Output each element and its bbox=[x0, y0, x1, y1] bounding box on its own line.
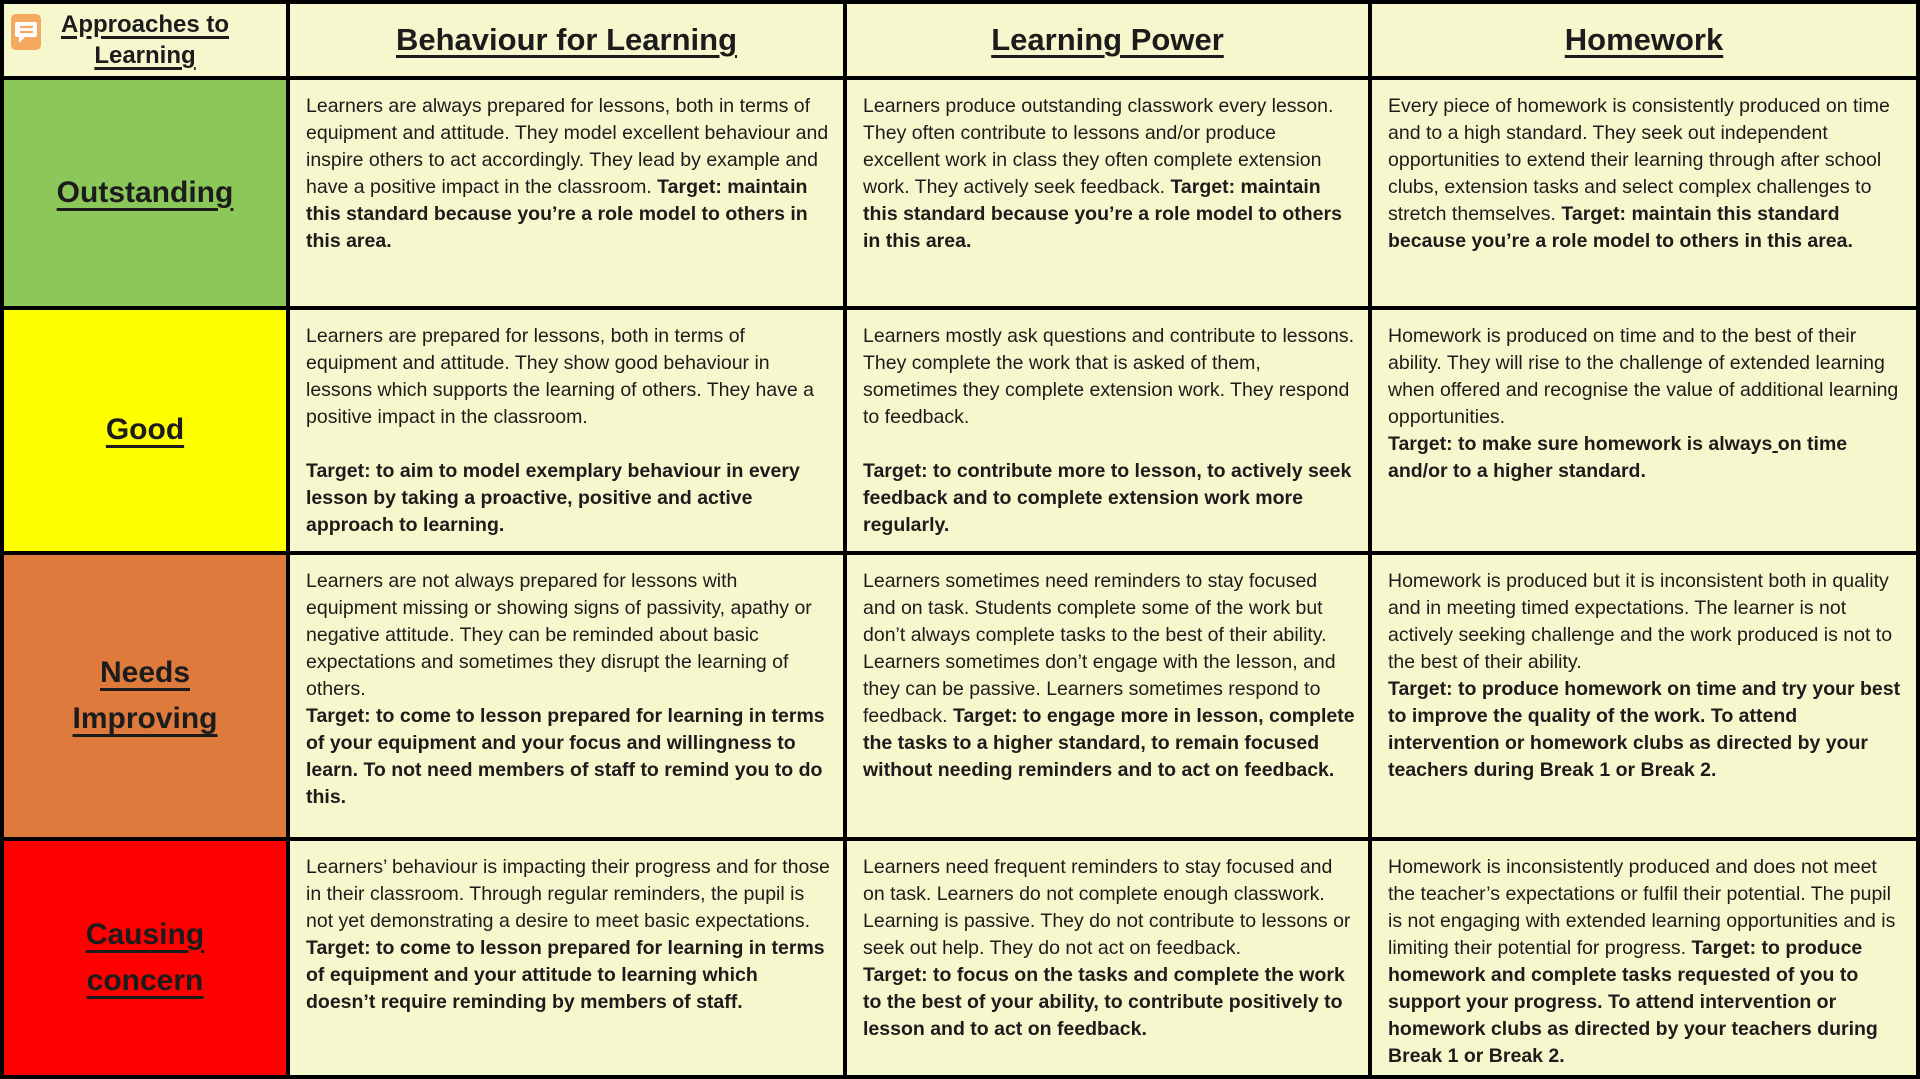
text-segment: Learners are always prepared for lessons, both in terms of equipment and attitude. They model excellent behaviour and inspire others to act accordingly. They lead by example and have a positive impact in the classroom. bbox=[306, 95, 829, 198]
cell-outstanding-learning-power bbox=[847, 80, 1372, 310]
column-header-learning-power bbox=[847, 4, 1372, 80]
paragraph bbox=[863, 458, 1355, 539]
cell-good-learning-power bbox=[847, 310, 1372, 555]
column-header-homework bbox=[1372, 4, 1920, 80]
row-label-cell-causing-concern bbox=[4, 841, 290, 1079]
cell-needs-improving-learning-power bbox=[847, 555, 1372, 841]
cell-causing-concern-homework bbox=[1372, 841, 1920, 1079]
cell-causing-concern-learning-power bbox=[847, 841, 1372, 1079]
paragraph bbox=[306, 93, 830, 255]
target-text-segment: Target: to focus on the tasks and complete the work to the best of your ability, to contribute positively to lesson and to act on feedback. bbox=[863, 964, 1345, 1040]
text-segment: Learners are prepared for lessons, both in terms of equipment and attitude. They show good behaviour in lessons which supports the learning of others. They have a positive impact in the classroom. bbox=[306, 325, 815, 428]
corner-header-cell bbox=[4, 4, 290, 80]
paragraph bbox=[1388, 854, 1903, 1070]
target-text-segment: Target: maintain this standard because you’re a role model to others in this area. bbox=[306, 176, 808, 252]
target-text-segment: Target: to make sure homework is always bbox=[1388, 433, 1773, 455]
paragraph bbox=[306, 703, 830, 811]
paragraph bbox=[863, 568, 1355, 784]
target-text-segment: Target: to come to lesson prepared for learning in terms of your equipment and your focus and willingness to learn. To not need members of staff to remind you to do this. bbox=[306, 705, 825, 808]
paragraph bbox=[863, 962, 1355, 1043]
cell-outstanding-behaviour-for-learning bbox=[290, 80, 847, 310]
text-segment: Learners produce outstanding classwork every lesson. They often contribute to lessons and/or produce excellent work in class they often complete extension work. They actively seek feedback. bbox=[863, 95, 1334, 198]
paragraph bbox=[306, 568, 830, 703]
row-label-cell-good bbox=[4, 310, 290, 555]
text-segment: Learners mostly ask questions and contribute to lessons. They complete the work that is asked of them, sometimes they complete extension work. They respond to feedback. bbox=[863, 325, 1355, 428]
cell-outstanding-homework bbox=[1372, 80, 1920, 310]
paragraph bbox=[1388, 323, 1903, 431]
row-label-causing-concern: Causing concern bbox=[85, 917, 205, 997]
row-label-cell-needs-improving bbox=[4, 555, 290, 841]
cell-causing-concern-behaviour-for-learning bbox=[290, 841, 847, 1079]
target-text-segment: Target: to produce homework on time and try your best to improve the quality of the work. To attend intervention or homework clubs as directed by your teachers during Break 1 or Break 2. bbox=[1388, 678, 1901, 781]
paragraph bbox=[1388, 431, 1903, 485]
target-text-segment: Target: maintain this standard because you’re a role model to others in this area. bbox=[1388, 203, 1853, 252]
paragraph bbox=[1388, 676, 1903, 784]
text-segment: Homework is produced but it is inconsistent both in quality and in meeting timed expectations. The learner is not actively seeking challenge and the work produced is not to the best of their ability. bbox=[1388, 570, 1893, 673]
column-header-behaviour-for-learning bbox=[290, 4, 847, 80]
paragraph bbox=[863, 93, 1355, 255]
cell-needs-improving-homework bbox=[1372, 555, 1920, 841]
text-segment: Learners’ behaviour is impacting their progress and for those in their classroom. Through regular reminders, the pupil is not yet demonstrating a desire to meet basic expectations. bbox=[306, 856, 830, 932]
paragraph bbox=[863, 854, 1355, 962]
corner-header-label: Approaches to Learning bbox=[60, 10, 230, 69]
row-label-cell-outstanding bbox=[4, 80, 290, 310]
row-label-good: Good bbox=[105, 413, 185, 447]
text-segment: Homework is inconsistently produced and does not meet the teacher’s expectations or fulfil their potential. The pupil is not engaging with extended learning opportunities and is limiting their potential for progress. bbox=[1388, 856, 1896, 959]
paragraph bbox=[863, 323, 1355, 431]
column-header-label: Behaviour for Learning bbox=[395, 22, 738, 57]
paragraph-spacer bbox=[306, 431, 830, 458]
paragraph bbox=[306, 458, 830, 539]
target-text-segment: Target: to aim to model exemplary behaviour in every lesson by taking a proactive, positive and active approach to learning. bbox=[306, 460, 800, 536]
text-segment: Learners sometimes need reminders to stay focused and on task. Students complete some of the work but don’t always complete tasks to the best of their ability. Learners sometimes don’t engage with the lesson, and they can be passive. Learners sometimes respond to feedback. bbox=[863, 570, 1336, 727]
cell-good-homework bbox=[1372, 310, 1920, 555]
cell-needs-improving-behaviour-for-learning bbox=[290, 555, 847, 841]
paragraph bbox=[306, 323, 830, 431]
column-header-label: Homework bbox=[1564, 22, 1724, 57]
target-text-segment: Target: to come to lesson prepared for learning in terms of equipment and your attitude to learning which doesn’t require reminding by members of staff. bbox=[306, 937, 825, 1013]
row-label-needs-improving: Needs Improving bbox=[72, 655, 218, 735]
target-text-segment: Target: to contribute more to lesson, to actively seek feedback and to complete extension work more regularly. bbox=[863, 460, 1352, 536]
paragraph bbox=[1388, 568, 1903, 676]
target-text-segment: Target: to engage more in lesson, complete the tasks to a higher standard, to remain focused without needing reminders and to act on feedback. bbox=[863, 705, 1355, 781]
column-header-label: Learning Power bbox=[991, 22, 1224, 57]
row-label-outstanding: Outstanding bbox=[56, 175, 234, 209]
paragraph bbox=[306, 935, 830, 1016]
text-segment: Learners are not always prepared for lessons with equipment missing or showing signs of passivity, apathy or negative attitude. They can be reminded about basic expectations and sometimes they disrupt the learning of others. bbox=[306, 570, 812, 700]
target-text-segment: on time and/or to a higher standard. bbox=[1388, 433, 1848, 482]
text-segment: Every piece of homework is consistently produced on time and to a high standard. They seek out independent opportunities to extend their learning through after school clubs, extension tasks and select complex challenges to stretch themselves. bbox=[1388, 95, 1890, 225]
target-text-segment: Target: maintain this standard because you’re a role model to others in this area. bbox=[863, 176, 1342, 252]
text-segment: Learners need frequent reminders to stay focused and on task. Learners do not complete enough classwork. Learning is passive. They do not contribute to lessons or seek out help. They do not act on feedback. bbox=[863, 856, 1351, 959]
text-segment: Homework is produced on time and to the best of their ability. They will rise to the challenge of extended learning when offered and recognise the value of additional learning opportunities. bbox=[1388, 325, 1899, 428]
paragraph bbox=[1388, 93, 1903, 255]
paragraph-spacer bbox=[863, 431, 1355, 458]
comment-icon[interactable] bbox=[11, 14, 41, 50]
target-text-segment: Target: to produce homework and complete tasks requested of you to support your progress. To attend intervention or homework clubs as directed by your teachers during Break 1 or Break 2. bbox=[1388, 937, 1878, 1067]
cell-good-behaviour-for-learning bbox=[290, 310, 847, 555]
paragraph bbox=[306, 854, 830, 935]
